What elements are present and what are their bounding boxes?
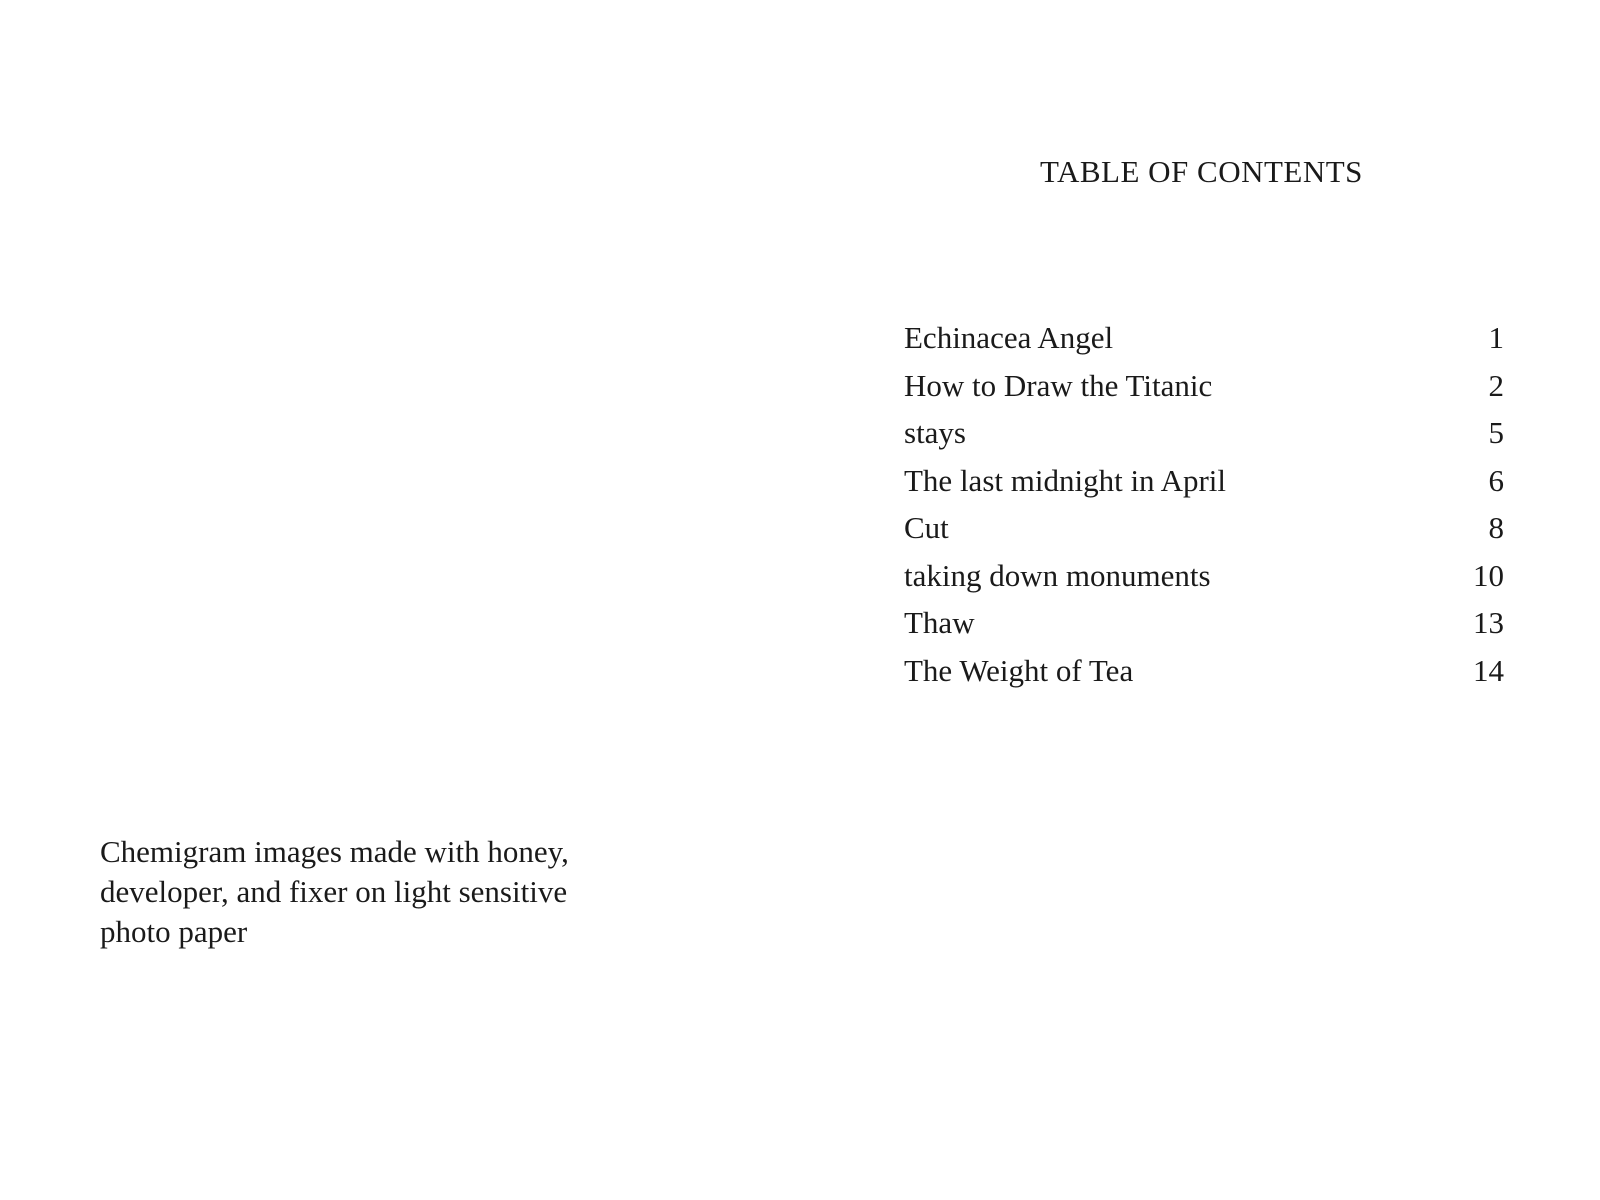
toc-entry [904,508,1504,556]
toc-entry [904,461,1504,509]
toc-entry-page: 6 [1488,462,1504,498]
toc-entry [904,413,1504,461]
caption-line: Chemigram images made with honey, [100,834,569,869]
toc-entry [904,556,1504,604]
toc-entry [904,318,1504,366]
toc-entry [904,651,1504,699]
toc-entry-title: The last midnight in April [904,462,1227,498]
caption-line: developer, and fixer on light sensitive [100,874,568,909]
toc-entry-page: 10 [1473,557,1504,593]
toc-entry-page: 8 [1488,510,1504,545]
toc-entry-page: 14 [1473,652,1504,688]
table-of-contents [904,318,1504,698]
toc-entry [904,603,1504,651]
toc-entry [904,366,1504,414]
image-caption [100,832,660,952]
toc-entry-title: How to Draw the Titanic [904,367,1213,403]
toc-entry-title: The Weight of Tea [904,652,1134,688]
toc-entry-page: 1 [1488,320,1504,355]
toc-entry-page: 2 [1488,367,1504,403]
toc-entry-page: 5 [1488,415,1504,450]
toc-entry-title: stays [904,415,966,450]
toc-entry-title: Echinacea Angel [904,320,1114,355]
caption-line: photo paper [100,914,248,949]
toc-entry-title: Thaw [904,605,975,640]
toc-heading: TABLE OF CONTENTS [1040,154,1363,189]
toc-entry-title: Cut [904,510,949,545]
toc-entry-title: taking down monuments [904,557,1211,593]
toc-entry-page: 13 [1473,605,1504,640]
